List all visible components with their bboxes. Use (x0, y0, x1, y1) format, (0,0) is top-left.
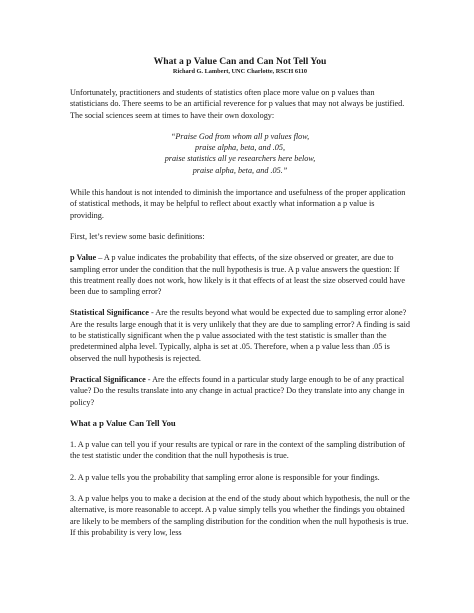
document-title: What a p Value Can and Can Not Tell You (153, 56, 327, 67)
doxology-line: “Praise God from whom all p values flow, (170, 131, 310, 141)
point-paragraph: 3. A p value helps you to make a decision at the end of the study about which hypothesis, the null or the alternative, is more reasonable to accept. A p value simply tells you whether the findings you obtained are likely to be members of the sampling distribution for the condition when the null hypothesis is true. If this probability is very low, less (70, 494, 410, 537)
point-paragraph: 1. A p value can tell you if your results are typical or rare in the context of the sampling distribution of the test statistic under the condition that the null hypothesis is true. (70, 440, 406, 461)
doxology-line: praise alpha, beta, and .05.” (192, 165, 288, 175)
review-paragraph: First, let’s review some basic definitions: (70, 231, 205, 241)
purpose-paragraph: While this handout is not intended to diminish the importance and usefulness of the proper application of statistical methods, it may be helpful to reflect about exactly what information a p value is providing. (70, 188, 406, 220)
definition-term: Practical Significance (70, 374, 146, 384)
definition-text: - Are the results beyond what would be expected due to sampling error alone? Are the results large enough that it is very unlikely that they are due to sampling error? A finding is said to be statistically significant when the p value associated with the test statistic is smaller than the predetermined alpha level. Typically, alpha is set at .05. Therefore, when a p value less than .05 is observed the null hypothesis is rejected. (70, 308, 411, 363)
doxology-line: praise statistics all ye researchers here below, (164, 154, 316, 164)
doxology-line: praise alpha, beta, and .05, (194, 143, 286, 153)
definition-text: - Are the effects found in a particular study large enough to be of any practical value? Do the results translate into any change in actual practice? Do they translate into any change in policy? (70, 374, 405, 407)
intro-paragraph: Unfortunately, practitioners and students of statistics often place more value on p values than statisticians do. There seems to be an artificial reverence for p values that may not always be justified. The social sciences seem at times to have their own doxology: (70, 88, 405, 120)
definition-term: p Value (70, 253, 97, 263)
point-paragraph: 2. A p value tells you the probability that sampling error alone is responsible for your findings. (70, 472, 380, 482)
definition-statistical-significance (70, 307, 410, 363)
document-byline: Richard G. Lambert, UNC Charlotte, RSCH 6110 (172, 68, 308, 75)
definition-text: – A p value indicates the probability that effects, of the size observed or greater, are due to sampling error under the condition that the null hypothesis is true. A p value answers the question: If this treatment really does not work, how likely is it that effects of at least the size observed could have been due to sampling error? (70, 253, 405, 297)
doxology-quote (70, 131, 410, 176)
definition-p-value (70, 252, 410, 297)
definition-practical-significance (70, 374, 410, 408)
section-heading: What a p Value Can Tell You (70, 417, 176, 428)
document-page (70, 56, 410, 538)
definition-term: Statistical Significance (70, 308, 149, 318)
